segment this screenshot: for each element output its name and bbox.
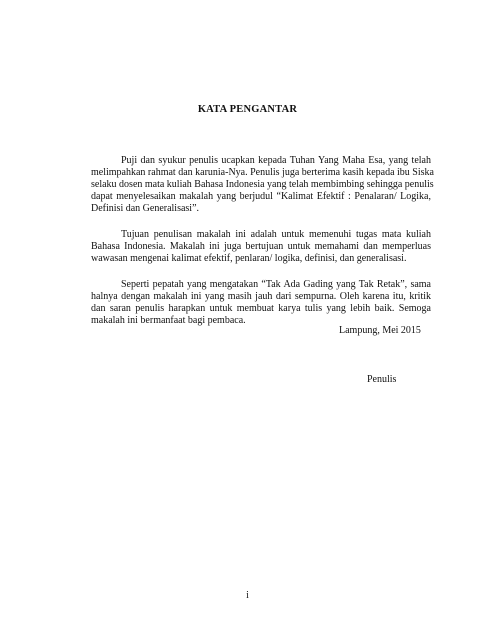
paragraph-1-line-4: dapat menyelesaikan makalah yang berjudul “Kalimat Efektif : Penalaran/ Logika,: [91, 191, 431, 202]
paragraph-3-line-4: makalah ini bermanfaat bagi pembaca.: [91, 315, 246, 326]
paragraph-3-line-2: halnya dengan makalah ini yang masih jauh dari sempurna. Oleh karena itu, kritik: [91, 291, 431, 302]
document-title: KATA PENGANTAR: [197, 104, 298, 115]
paragraph-1-line-5: Definisi dan Generalisasi”.: [91, 203, 200, 214]
paragraph-3-line-1: Seperti pepatah yang mengatakan “Tak Ada Gading yang Tak Retak”, sama: [121, 279, 431, 290]
place-date: Lampung, Mei 2015: [339, 325, 421, 336]
paragraph-3-line-3: dan saran penulis harapkan untuk membuat karya tulis yang lebih baik. Semoga: [91, 303, 431, 314]
paragraph-2-line-3: wawasan mengenai kalimat efektif, penlaran/ logika, definisi, dan generalisasi.: [91, 253, 407, 264]
paragraph-1-line-2: melimpahkan rahmat dan karunia-Nya. Penulis juga berterima kasih kepada ibu Siska: [91, 167, 434, 178]
author-signature: Penulis: [367, 374, 397, 385]
page-number: i: [246, 590, 249, 601]
paragraph-2-line-1: Tujuan penulisan makalah ini adalah untuk memenuhi tugas mata kuliah: [121, 229, 431, 240]
paragraph-1-line-1: Puji dan syukur penulis ucapkan kepada Tuhan Yang Maha Esa, yang telah: [121, 155, 431, 166]
paragraph-1-line-3: selaku dosen mata kuliah Bahasa Indonesia yang telah membimbing sehingga penulis: [91, 179, 434, 190]
paragraph-2-line-2: Bahasa Indonesia. Makalah ini juga bertujuan untuk memahami dan memperluas: [91, 241, 431, 252]
